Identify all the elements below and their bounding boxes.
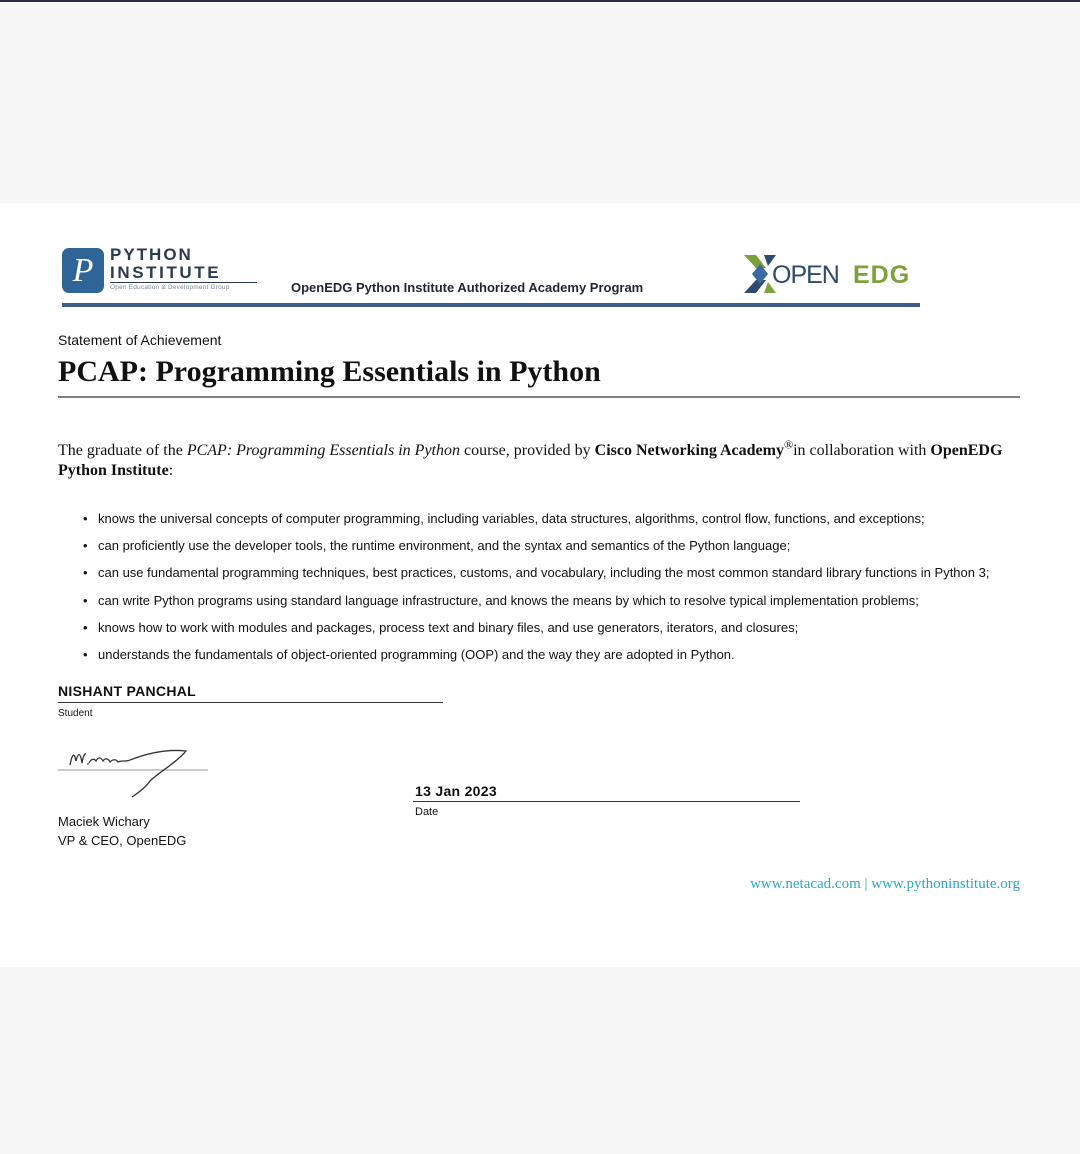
certificate-title: PCAP: Programming Essentials in Python (58, 355, 601, 388)
signer-title: VP & CEO, OpenEDG (58, 833, 187, 848)
student-line (58, 702, 443, 703)
issue-date: 13 Jan 2023 (415, 783, 497, 799)
top-border (0, 0, 1080, 2)
intro-text-3: in collaboration with (793, 442, 931, 459)
signer-name: Maciek Wichary (58, 814, 150, 829)
list-item-text: can write Python programs using standard language infrastructure, and knows the means by which to resolve typical implementation problems; (98, 592, 919, 608)
statement-label: Statement of Achievement (58, 332, 222, 348)
list-item (83, 559, 1073, 586)
logo-subline: Open Education & Development Group (110, 284, 230, 291)
header-bar (62, 303, 920, 307)
intro-paragraph (58, 437, 1020, 481)
list-item (83, 587, 1073, 614)
bullet-icon: • (83, 619, 88, 635)
bullet-icon: • (83, 511, 88, 526)
list-item-text: can use fundamental programming techniques, best practices, customs, and vocabulary, including the most common standard library functions in Python 3; (98, 565, 990, 581)
student-caption: Student (58, 708, 93, 719)
list-item-text: knows the universal concepts of computer programming, including variables, data structures, algorithms, control flow, functions, and exceptions; (98, 511, 925, 526)
bullet-icon: • (83, 538, 88, 554)
intro-text-4: : (168, 462, 174, 479)
certificate-page (0, 203, 1080, 967)
bullet-icon: • (83, 647, 88, 663)
registered-mark: ® (783, 437, 794, 452)
bullet-icon: • (83, 565, 88, 581)
logo-divider (110, 282, 257, 283)
intro-provider: Cisco Networking Academy (594, 442, 784, 459)
list-item (83, 614, 1073, 641)
logo-text-python: PYTHON (110, 245, 193, 264)
intro-course-name: PCAP: Programming Essentials in Python (186, 442, 460, 459)
list-item (83, 641, 1073, 668)
logo-text-institute: INSTITUTE (110, 263, 222, 282)
logo-letter: P (72, 252, 94, 289)
list-item-text: can proficiently use the developer tools, the runtime environment, and the syntax and semantics of the Python language; (98, 538, 791, 554)
skills-list (83, 505, 1073, 668)
intro-text-2: course, provided by (460, 442, 595, 459)
list-item-text: knows how to work with modules and packages, process text and binary files, and use generators, iterators, and closures; (98, 619, 799, 635)
python-institute-logo-icon (62, 248, 104, 293)
list-item (83, 532, 1073, 559)
date-line (413, 801, 800, 802)
intro-partner: OpenEDG Python Institute (58, 442, 1003, 479)
bullet-icon: • (83, 592, 88, 608)
list-item (83, 505, 1073, 532)
title-divider (58, 396, 1020, 398)
signature-image (58, 741, 218, 803)
openedg-logo-edg: EDG (853, 261, 911, 289)
program-name: OpenEDG Python Institute Authorized Academy Program (291, 280, 644, 295)
openedg-logo-open: OPEN (772, 261, 839, 289)
student-name: NISHANT PANCHAL (58, 683, 197, 699)
date-caption: Date (415, 806, 439, 818)
intro-text-1: The graduate of the (58, 442, 187, 459)
footer-links[interactable]: www.netacad.com | www.pythoninstitute.org (750, 876, 1020, 892)
list-item-text: understands the fundamentals of object-oriented programming (OOP) and the way they are adopted in Python. (98, 647, 735, 663)
